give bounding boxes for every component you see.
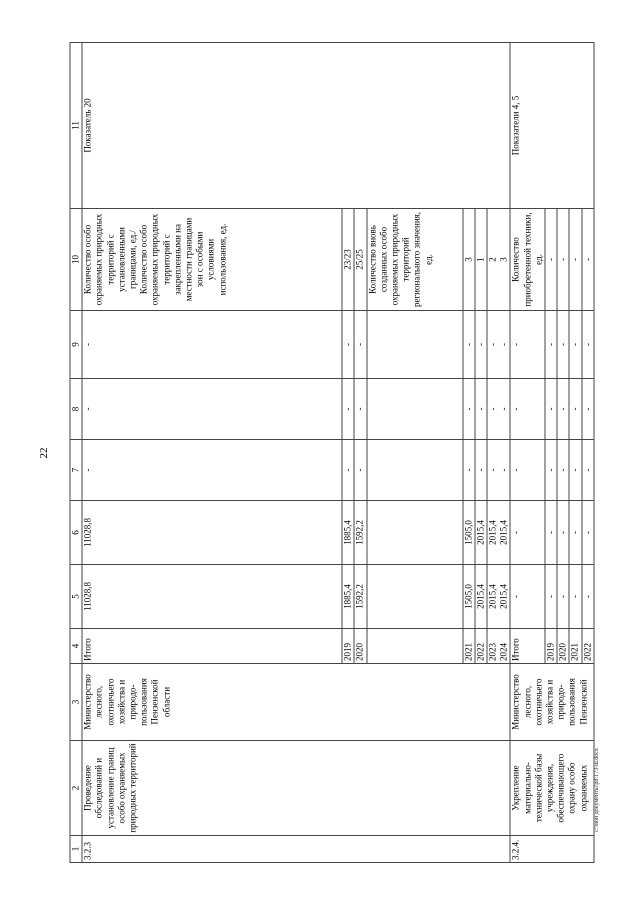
header-cell: 2 [70, 741, 82, 836]
value-cell: - [557, 440, 569, 501]
indicator-value: 25/25 [354, 209, 366, 311]
value-cell: - [510, 311, 545, 379]
header-cell: 11 [70, 43, 82, 209]
event-name: Укрепление материально-технической базы учреждения, обеспечивающего охрану особо охраняемых [510, 741, 593, 836]
value-cell [367, 501, 463, 565]
indicator-cell: Количество вновь созданных особо охраняемых природных территорий регионального значения, ед. [367, 209, 463, 311]
value-cell: - [557, 565, 569, 629]
indicator-value: 23/23 [342, 209, 354, 311]
year-cell: 2019 [342, 629, 354, 664]
value-cell: - [582, 565, 594, 629]
value-cell: - [510, 440, 545, 501]
value-cell: - [569, 440, 581, 501]
year-cell [367, 629, 463, 664]
value-cell: - [569, 565, 581, 629]
program-table [70, 42, 595, 863]
value-cell: - [475, 440, 487, 501]
event-name: Проведение обследований и установление границ особо охраняемых природных территорий [82, 741, 510, 836]
year-cell: Итого [510, 629, 545, 664]
value-cell: 2015,4 [487, 584, 498, 609]
value-cell [487, 311, 510, 379]
header-cell: 5 [70, 565, 82, 629]
column-number-row [70, 43, 82, 863]
indicator-value: - [582, 209, 594, 311]
value-cell: - [510, 501, 545, 565]
value-cell [367, 379, 463, 440]
value-cell: - [463, 311, 475, 379]
value-cell: 1885,4 [342, 565, 354, 629]
value-cell: - [342, 440, 354, 501]
item-number: 3.2.4. [510, 836, 593, 863]
year-cell: Итого [82, 629, 342, 664]
header-cell: 8 [70, 379, 82, 440]
indicator-value [487, 209, 510, 311]
value-cell: - [463, 440, 475, 501]
value-cell: - [498, 407, 509, 411]
value-cell [487, 379, 510, 440]
indicator-value: - [545, 209, 557, 311]
reference-cell: Показатель 20 [82, 43, 510, 209]
value-cell: 2015,4 [475, 565, 487, 629]
value-cell: 1505,0 [463, 501, 475, 565]
value-cell: 2015,4 [498, 520, 509, 545]
page-number: 22 [38, 447, 50, 459]
value-cell [367, 440, 463, 501]
indicator-value: 2 [487, 257, 498, 262]
value-cell: - [557, 501, 569, 565]
year-cell: 2024 [498, 643, 509, 661]
value-cell: - [545, 379, 557, 440]
indicator-cell: Количество особо охраняемых природных территорий с установленными границами, ед./Количество особо охраняемых природных территорий с закрепленными на местности границами зон с особыми условиями использования, ед. [82, 209, 342, 311]
value-cell: 1505,0 [463, 565, 475, 629]
year-cell: 2019 [545, 629, 557, 664]
value-cell: - [487, 468, 498, 472]
value-cell: - [354, 379, 366, 440]
value-cell: 11028,8 [82, 565, 342, 629]
value-cell: - [487, 407, 498, 411]
header-cell: 1 [70, 836, 82, 863]
year-cell: 2022 [475, 629, 487, 664]
header-cell: 7 [70, 440, 82, 501]
value-cell: - [475, 379, 487, 440]
value-cell [487, 501, 510, 565]
value-cell: - [545, 311, 557, 379]
value-cell [487, 565, 510, 629]
executor: Министерство лесного, охотничьего хозяйства и природо-пользования Пензенской [510, 664, 593, 741]
value-cell: - [545, 501, 557, 565]
value-cell [367, 565, 463, 629]
header-cell: 4 [70, 629, 82, 664]
value-cell: - [487, 343, 498, 346]
value-cell: - [545, 565, 557, 629]
value-cell: 1592,2 [354, 565, 366, 629]
value-cell: - [354, 311, 366, 379]
value-cell: - [463, 379, 475, 440]
year-cell [487, 629, 510, 664]
indicator-cell: Количество приобретенной техники, ед. [510, 209, 545, 311]
item-number: 3.2.3 [82, 836, 510, 863]
value-cell: 11028,8 [82, 501, 342, 565]
value-cell: - [557, 379, 569, 440]
header-cell: 3 [70, 664, 82, 741]
value-cell: - [342, 379, 354, 440]
value-cell: 1885,4 [342, 501, 354, 565]
indicator-value: 3 [498, 257, 509, 262]
value-cell: - [82, 311, 342, 379]
indicator-value: - [569, 209, 581, 311]
header-cell: 10 [70, 209, 82, 311]
value-cell: - [557, 311, 569, 379]
value-cell: - [82, 379, 342, 440]
value-cell: - [582, 440, 594, 501]
value-cell [487, 440, 510, 501]
value-cell: - [569, 311, 581, 379]
indicator-value: - [557, 209, 569, 311]
footer-file-path: c:\мои документы\pd\173-ш.docx [594, 748, 600, 832]
value-cell: - [510, 379, 545, 440]
value-cell: - [545, 440, 557, 501]
value-cell: - [342, 311, 354, 379]
value-cell: 2015,4 [498, 584, 509, 609]
value-cell: - [354, 440, 366, 501]
value-cell [367, 311, 463, 379]
year-cell: 2020 [557, 629, 569, 664]
value-cell: - [582, 501, 594, 565]
reference-cell: Показатели 4, 5 [510, 43, 593, 209]
year-cell: 2023 [487, 643, 498, 661]
value-cell: - [569, 501, 581, 565]
year-cell: 2020 [354, 629, 366, 664]
table-row [510, 43, 545, 863]
value-cell: - [475, 311, 487, 379]
indicator-value: 1 [475, 209, 487, 311]
value-cell: - [569, 379, 581, 440]
year-cell: 2022 [582, 629, 594, 664]
year-cell: 2021 [463, 629, 475, 664]
header-cell: 9 [70, 311, 82, 379]
rotated-table-container [70, 43, 593, 863]
value-cell: 2015,4 [475, 501, 487, 565]
executor: Министерство лесного, охотничьего хозяйства и природо-пользования Пензенской области [82, 664, 510, 741]
value-cell: - [582, 379, 594, 440]
year-cell: 2021 [569, 629, 581, 664]
value-cell: - [510, 565, 545, 629]
header-cell: 6 [70, 501, 82, 565]
indicator-value: 3 [463, 209, 475, 311]
value-cell: - [498, 343, 509, 346]
value-cell: 1592,2 [354, 501, 366, 565]
value-cell: - [582, 311, 594, 379]
value-cell: - [498, 468, 509, 472]
table-row [82, 43, 342, 863]
value-cell: 2015,4 [487, 520, 498, 545]
value-cell: - [82, 440, 342, 501]
